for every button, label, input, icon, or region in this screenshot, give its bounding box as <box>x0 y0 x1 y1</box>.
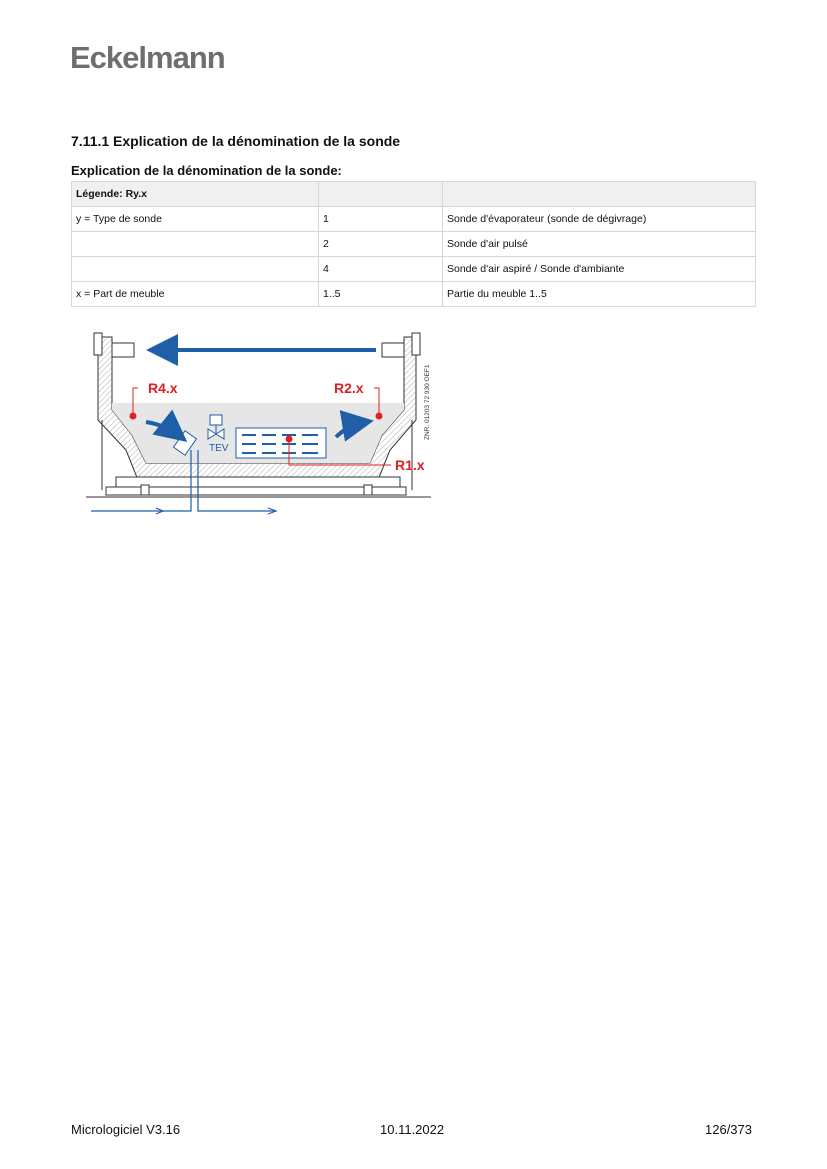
footer-date: 10.11.2022 <box>380 1122 445 1137</box>
table-caption: Explication de la dénomination de la sonde: <box>71 163 342 178</box>
table-cell <box>72 232 319 257</box>
table-header-cell <box>319 182 443 207</box>
table-header-cell: Légende: Ry.x <box>72 182 319 207</box>
section-title: 7.11.1 Explication de la dénomination de la sonde <box>71 133 401 149</box>
table-row <box>72 257 756 282</box>
table-cell: Partie du meuble 1..5 <box>443 282 756 307</box>
probe-r1-marker <box>286 436 293 443</box>
probe-r4-label: R4.x <box>148 380 178 396</box>
company-logo: Eckelmann <box>70 40 225 75</box>
table-cell: 4 <box>319 257 443 282</box>
table-cell <box>72 257 319 282</box>
drawing-code: ZNR. 01203 72 930 OEF1 <box>424 364 431 440</box>
table-cell: 1 <box>319 207 443 232</box>
table-cell: 2 <box>319 232 443 257</box>
refrigerated-cabinet-diagram <box>86 325 436 520</box>
table-cell: x = Part de meuble <box>72 282 319 307</box>
table-header-cell <box>443 182 756 207</box>
footer-version: Micrologiciel V3.16 <box>71 1122 181 1137</box>
footer-page-number: 126/373 <box>705 1122 752 1137</box>
table-cell: y = Type de sonde <box>72 207 319 232</box>
probe-r2-marker <box>376 413 383 420</box>
table-row <box>72 282 756 307</box>
probe-r2-label: R2.x <box>334 380 364 396</box>
tev-label: TEV <box>209 443 229 454</box>
probe-legend-table <box>71 181 756 307</box>
table-header-row <box>72 182 756 207</box>
evaporator <box>236 428 326 458</box>
table-cell: Sonde d'évaporateur (sonde de dégivrage) <box>443 207 756 232</box>
probe-r4-marker <box>130 413 137 420</box>
table-row <box>72 207 756 232</box>
table-cell: Sonde d'air aspiré / Sonde d'ambiante <box>443 257 756 282</box>
table-cell: Sonde d'air pulsé <box>443 232 756 257</box>
probe-r1-label: R1.x <box>395 457 425 473</box>
table-cell: 1..5 <box>319 282 443 307</box>
table-row <box>72 232 756 257</box>
